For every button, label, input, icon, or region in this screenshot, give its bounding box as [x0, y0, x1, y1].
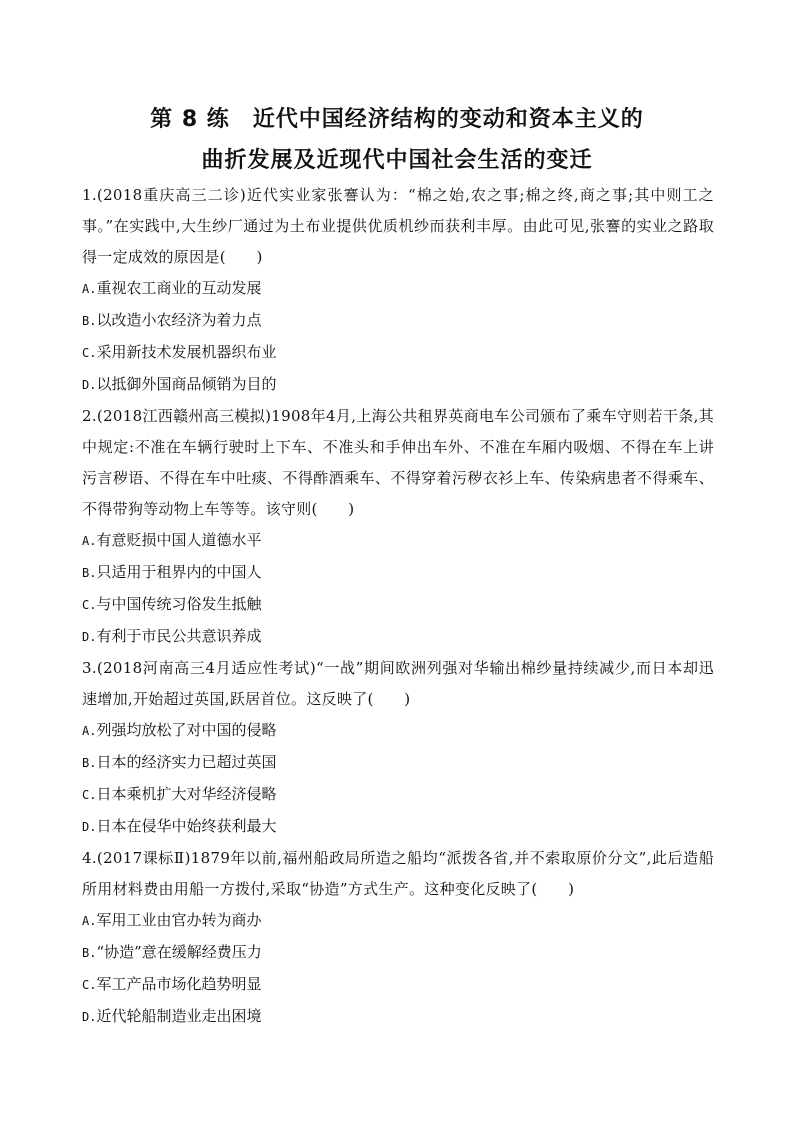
option-text: 军用工业由官办转为商办 — [96, 911, 262, 929]
option-letter: C. — [82, 978, 97, 992]
option-letter: B. — [82, 566, 97, 580]
option-a — [82, 525, 714, 557]
option-c — [82, 969, 714, 1001]
page-title-line-1: 第 8 练 近代中国经济结构的变动和资本主义的 — [150, 107, 644, 132]
option-text: 近代轮船制造业走出困境 — [96, 1007, 262, 1025]
option-text: 日本的经济实力已超过英国 — [96, 753, 277, 771]
option-text: 只适用于租界内的中国人 — [96, 563, 262, 581]
option-c — [82, 589, 714, 621]
question-1 — [82, 180, 714, 401]
option-c — [82, 337, 714, 369]
option-b — [82, 557, 714, 589]
option-b — [82, 305, 714, 337]
option-text: 日本在侵华中始终获利最大 — [96, 817, 277, 835]
question-number: 2. — [82, 407, 97, 425]
question-text: (2018河南高三4月适应性考试)“一战”期间欧洲列强对华输出棉纱量持续减少,而日本却迅速增加,开始超过英国,跃居首位。这反映了( ) — [82, 659, 714, 708]
option-text: “协造”意在缓解经费压力 — [96, 943, 262, 961]
option-text: 以改造小农经济为着力点 — [96, 311, 262, 329]
question-stem — [82, 401, 714, 525]
option-letter: D. — [82, 820, 97, 834]
option-d — [82, 1001, 714, 1033]
option-letter: D. — [82, 378, 97, 392]
option-letter: B. — [82, 314, 97, 328]
option-text: 有利于市民公共意识养成 — [96, 627, 262, 645]
question-4 — [82, 843, 714, 1033]
question-number: 1. — [82, 186, 97, 204]
option-text: 有意贬损中国人道德水平 — [96, 531, 262, 549]
page-title-line-2: 曲折发展及近现代中国社会生活的变迁 — [201, 148, 593, 173]
option-letter: C. — [82, 598, 97, 612]
option-letter: A. — [82, 724, 97, 738]
option-text: 重视农工商业的互动发展 — [96, 279, 262, 297]
option-text: 采用新技术发展机器织布业 — [96, 343, 277, 361]
option-a — [82, 905, 714, 937]
option-text: 列强均放松了对中国的侵略 — [96, 721, 277, 739]
option-letter: C. — [82, 788, 97, 802]
question-stem — [82, 653, 714, 715]
option-letter: A. — [82, 534, 97, 548]
option-letter: B. — [82, 946, 97, 960]
option-d — [82, 621, 714, 653]
option-c — [82, 779, 714, 811]
option-a — [82, 715, 714, 747]
option-b — [82, 937, 714, 969]
question-text: (2018江西赣州高三模拟)1908年4月,上海公共租界英商电车公司颁布了乘车守则若干条,其中规定:不准在车辆行驶时上下车、不准头和手伸出车外、不准在车厢内吸烟、不得在车上讲污言秽语、不得在车中吐痰、不得酢酒乘车、不得穿着污秽衣衫上车、传染病患者不得乘车、不得带狗等动物上车等等。该守则( ) — [82, 407, 714, 518]
question-list — [82, 180, 714, 1033]
option-letter: D. — [82, 630, 97, 644]
question-text: (2017课标Ⅱ)1879年以前,福州船政局所造之船均“派拨各省,并不索取原价分文”,此后造船所用材料费由用船一方拨付,采取“协造”方式生产。这种变化反映了( ) — [82, 849, 714, 898]
option-letter: D. — [82, 1010, 97, 1024]
option-letter: B. — [82, 756, 97, 770]
option-b — [82, 747, 714, 779]
option-text: 日本乘机扩大对华经济侵略 — [96, 785, 277, 803]
question-stem — [82, 180, 714, 273]
option-letter: A. — [82, 914, 97, 928]
question-3 — [82, 653, 714, 843]
question-text: (2018重庆高三二诊)近代实业家张謇认为：“棉之始,农之事;棉之终,商之事;其中则工之事。”在实践中,大生纱厂通过为土布业提供优质机纱而获利丰厚。由此可见,张謇的实业之路取得一定成效的原因是( ) — [82, 186, 714, 266]
option-d — [82, 811, 714, 843]
option-letter: C. — [82, 346, 97, 360]
option-text: 军工产品市场化趋势明显 — [96, 975, 262, 993]
question-stem — [82, 843, 714, 905]
option-letter: A. — [82, 282, 97, 296]
option-a — [82, 273, 714, 305]
question-number: 4. — [82, 849, 97, 867]
option-text: 以抵御外国商品倾销为目的 — [96, 375, 277, 393]
option-text: 与中国传统习俗发生抵触 — [96, 595, 262, 613]
option-d — [82, 369, 714, 401]
question-2 — [82, 401, 714, 653]
question-number: 3. — [82, 659, 97, 677]
